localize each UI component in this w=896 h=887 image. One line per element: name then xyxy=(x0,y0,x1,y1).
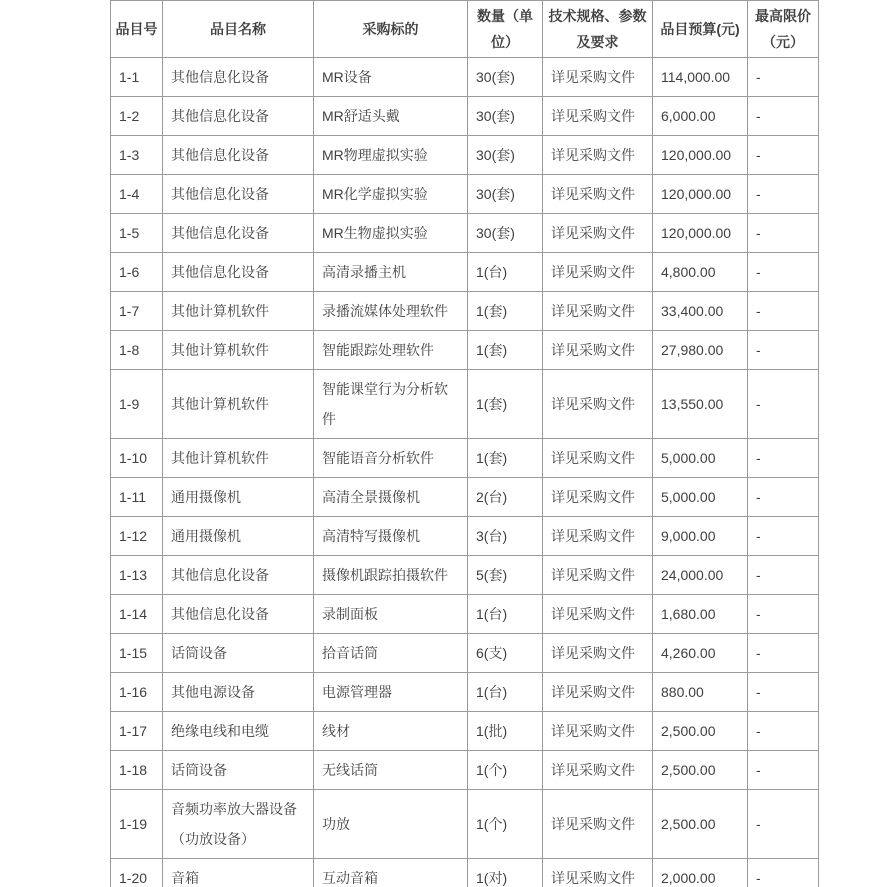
cell-max_price: - xyxy=(748,253,819,292)
cell-spec: 详见采购文件 xyxy=(543,790,653,859)
cell-item_no: 1-14 xyxy=(111,595,163,634)
cell-target: 功放 xyxy=(314,790,468,859)
cell-target: 高清录播主机 xyxy=(314,253,468,292)
table-row xyxy=(111,175,819,214)
cell-target: 录播流媒体处理软件 xyxy=(314,292,468,331)
cell-item_name: 通用摄像机 xyxy=(163,478,314,517)
cell-budget: 120,000.00 xyxy=(653,214,748,253)
cell-target: 智能课堂行为分析软件 xyxy=(314,370,468,439)
cell-item_name: 音箱 xyxy=(163,859,314,887)
table-row xyxy=(111,790,819,859)
cell-spec: 详见采购文件 xyxy=(543,97,653,136)
cell-item_name: 其他计算机软件 xyxy=(163,370,314,439)
cell-item_no: 1-5 xyxy=(111,214,163,253)
cell-max_price: - xyxy=(748,751,819,790)
cell-max_price: - xyxy=(748,97,819,136)
cell-quantity: 1(套) xyxy=(468,292,543,331)
cell-target: 高清特写摄像机 xyxy=(314,517,468,556)
cell-spec: 详见采购文件 xyxy=(543,673,653,712)
cell-item_name: 其他电源设备 xyxy=(163,673,314,712)
cell-budget: 114,000.00 xyxy=(653,58,748,97)
table-row xyxy=(111,859,819,887)
cell-budget: 4,260.00 xyxy=(653,634,748,673)
column-header-target: 采购标的 xyxy=(314,1,468,58)
cell-max_price: - xyxy=(748,556,819,595)
cell-spec: 详见采购文件 xyxy=(543,556,653,595)
cell-budget: 880.00 xyxy=(653,673,748,712)
table-row xyxy=(111,253,819,292)
cell-max_price: - xyxy=(748,370,819,439)
cell-spec: 详见采购文件 xyxy=(543,214,653,253)
cell-quantity: 30(套) xyxy=(468,214,543,253)
cell-max_price: - xyxy=(748,439,819,478)
cell-item_no: 1-1 xyxy=(111,58,163,97)
cell-item_no: 1-12 xyxy=(111,517,163,556)
cell-quantity: 1(对) xyxy=(468,859,543,887)
cell-quantity: 30(套) xyxy=(468,58,543,97)
cell-budget: 120,000.00 xyxy=(653,175,748,214)
cell-max_price: - xyxy=(748,292,819,331)
column-header-quantity: 数量（单位） xyxy=(468,1,543,58)
cell-quantity: 1(个) xyxy=(468,751,543,790)
cell-quantity: 30(套) xyxy=(468,136,543,175)
cell-item_name: 话筒设备 xyxy=(163,751,314,790)
cell-quantity: 5(套) xyxy=(468,556,543,595)
cell-target: MR物理虚拟实验 xyxy=(314,136,468,175)
column-header-item-name: 品目名称 xyxy=(163,1,314,58)
cell-spec: 详见采购文件 xyxy=(543,292,653,331)
cell-max_price: - xyxy=(748,517,819,556)
cell-spec: 详见采购文件 xyxy=(543,58,653,97)
cell-target: 无线话筒 xyxy=(314,751,468,790)
cell-budget: 5,000.00 xyxy=(653,439,748,478)
cell-quantity: 6(支) xyxy=(468,634,543,673)
cell-item_name: 其他计算机软件 xyxy=(163,331,314,370)
cell-budget: 2,000.00 xyxy=(653,859,748,887)
cell-item_no: 1-18 xyxy=(111,751,163,790)
table-row xyxy=(111,751,819,790)
cell-max_price: - xyxy=(748,478,819,517)
table-row xyxy=(111,97,819,136)
cell-target: 线材 xyxy=(314,712,468,751)
cell-budget: 13,550.00 xyxy=(653,370,748,439)
table-row xyxy=(111,634,819,673)
procurement-items-table xyxy=(110,0,819,887)
cell-item_name: 其他计算机软件 xyxy=(163,292,314,331)
table-row xyxy=(111,556,819,595)
cell-spec: 详见采购文件 xyxy=(543,253,653,292)
column-header-max-price: 最高限价（元） xyxy=(748,1,819,58)
cell-quantity: 1(台) xyxy=(468,673,543,712)
cell-max_price: - xyxy=(748,673,819,712)
cell-item_no: 1-11 xyxy=(111,478,163,517)
cell-max_price: - xyxy=(748,214,819,253)
cell-spec: 详见采购文件 xyxy=(543,478,653,517)
cell-quantity: 1(台) xyxy=(468,595,543,634)
cell-item_name: 绝缘电线和电缆 xyxy=(163,712,314,751)
column-header-item-no: 品目号 xyxy=(111,1,163,58)
table-header-row xyxy=(111,1,819,58)
cell-max_price: - xyxy=(748,175,819,214)
cell-item_name: 其他信息化设备 xyxy=(163,253,314,292)
cell-quantity: 3(台) xyxy=(468,517,543,556)
cell-budget: 24,000.00 xyxy=(653,556,748,595)
cell-item_no: 1-20 xyxy=(111,859,163,887)
cell-quantity: 30(套) xyxy=(468,97,543,136)
cell-budget: 27,980.00 xyxy=(653,331,748,370)
cell-item_no: 1-16 xyxy=(111,673,163,712)
table-row xyxy=(111,292,819,331)
cell-item_no: 1-17 xyxy=(111,712,163,751)
table-row xyxy=(111,136,819,175)
cell-spec: 详见采购文件 xyxy=(543,370,653,439)
cell-item_no: 1-9 xyxy=(111,370,163,439)
table-row xyxy=(111,331,819,370)
cell-budget: 2,500.00 xyxy=(653,790,748,859)
cell-budget: 1,680.00 xyxy=(653,595,748,634)
table-row xyxy=(111,595,819,634)
cell-spec: 详见采购文件 xyxy=(543,439,653,478)
cell-target: 拾音话筒 xyxy=(314,634,468,673)
cell-max_price: - xyxy=(748,331,819,370)
cell-spec: 详见采购文件 xyxy=(543,859,653,887)
cell-quantity: 1(个) xyxy=(468,790,543,859)
cell-spec: 详见采购文件 xyxy=(543,175,653,214)
table-row xyxy=(111,58,819,97)
cell-quantity: 1(套) xyxy=(468,331,543,370)
table-row xyxy=(111,439,819,478)
cell-quantity: 2(台) xyxy=(468,478,543,517)
cell-item_name: 其他信息化设备 xyxy=(163,175,314,214)
cell-item_name: 其他信息化设备 xyxy=(163,136,314,175)
cell-target: MR设备 xyxy=(314,58,468,97)
table-row xyxy=(111,478,819,517)
cell-item_no: 1-8 xyxy=(111,331,163,370)
table-row xyxy=(111,712,819,751)
cell-target: 录制面板 xyxy=(314,595,468,634)
cell-target: 互动音箱 xyxy=(314,859,468,887)
cell-item_name: 其他信息化设备 xyxy=(163,58,314,97)
column-header-budget: 品目预算(元) xyxy=(653,1,748,58)
cell-item_no: 1-3 xyxy=(111,136,163,175)
cell-max_price: - xyxy=(748,136,819,175)
cell-item_no: 1-19 xyxy=(111,790,163,859)
cell-spec: 详见采购文件 xyxy=(543,751,653,790)
cell-quantity: 1(批) xyxy=(468,712,543,751)
cell-target: MR舒适头戴 xyxy=(314,97,468,136)
cell-quantity: 1(套) xyxy=(468,439,543,478)
cell-quantity: 1(套) xyxy=(468,370,543,439)
cell-target: 智能跟踪处理软件 xyxy=(314,331,468,370)
cell-quantity: 1(台) xyxy=(468,253,543,292)
cell-item_name: 其他信息化设备 xyxy=(163,595,314,634)
cell-budget: 5,000.00 xyxy=(653,478,748,517)
cell-item_no: 1-13 xyxy=(111,556,163,595)
cell-max_price: - xyxy=(748,58,819,97)
cell-item_no: 1-4 xyxy=(111,175,163,214)
cell-target: 电源管理器 xyxy=(314,673,468,712)
cell-max_price: - xyxy=(748,595,819,634)
cell-spec: 详见采购文件 xyxy=(543,136,653,175)
column-header-spec: 技术规格、参数及要求 xyxy=(543,1,653,58)
table-row xyxy=(111,370,819,439)
cell-max_price: - xyxy=(748,859,819,887)
cell-item_name: 其他信息化设备 xyxy=(163,214,314,253)
cell-item_name: 话筒设备 xyxy=(163,634,314,673)
cell-item_name: 音频功率放大器设备（功放设备） xyxy=(163,790,314,859)
cell-budget: 2,500.00 xyxy=(653,751,748,790)
cell-item_name: 其他信息化设备 xyxy=(163,556,314,595)
cell-item_name: 其他计算机软件 xyxy=(163,439,314,478)
table-row xyxy=(111,214,819,253)
cell-item_no: 1-7 xyxy=(111,292,163,331)
cell-spec: 详见采购文件 xyxy=(543,331,653,370)
cell-target: 智能语音分析软件 xyxy=(314,439,468,478)
cell-item_no: 1-6 xyxy=(111,253,163,292)
cell-item_name: 通用摄像机 xyxy=(163,517,314,556)
cell-budget: 33,400.00 xyxy=(653,292,748,331)
cell-spec: 详见采购文件 xyxy=(543,517,653,556)
cell-item_name: 其他信息化设备 xyxy=(163,97,314,136)
cell-max_price: - xyxy=(748,634,819,673)
cell-budget: 120,000.00 xyxy=(653,136,748,175)
cell-target: 摄像机跟踪拍摄软件 xyxy=(314,556,468,595)
cell-budget: 6,000.00 xyxy=(653,97,748,136)
cell-max_price: - xyxy=(748,790,819,859)
cell-max_price: - xyxy=(748,712,819,751)
cell-spec: 详见采购文件 xyxy=(543,634,653,673)
cell-target: MR生物虚拟实验 xyxy=(314,214,468,253)
cell-budget: 4,800.00 xyxy=(653,253,748,292)
cell-spec: 详见采购文件 xyxy=(543,712,653,751)
table-row xyxy=(111,673,819,712)
table-row xyxy=(111,517,819,556)
cell-quantity: 30(套) xyxy=(468,175,543,214)
cell-budget: 9,000.00 xyxy=(653,517,748,556)
cell-budget: 2,500.00 xyxy=(653,712,748,751)
cell-item_no: 1-2 xyxy=(111,97,163,136)
cell-item_no: 1-15 xyxy=(111,634,163,673)
cell-item_no: 1-10 xyxy=(111,439,163,478)
cell-target: MR化学虚拟实验 xyxy=(314,175,468,214)
cell-target: 高清全景摄像机 xyxy=(314,478,468,517)
cell-spec: 详见采购文件 xyxy=(543,595,653,634)
